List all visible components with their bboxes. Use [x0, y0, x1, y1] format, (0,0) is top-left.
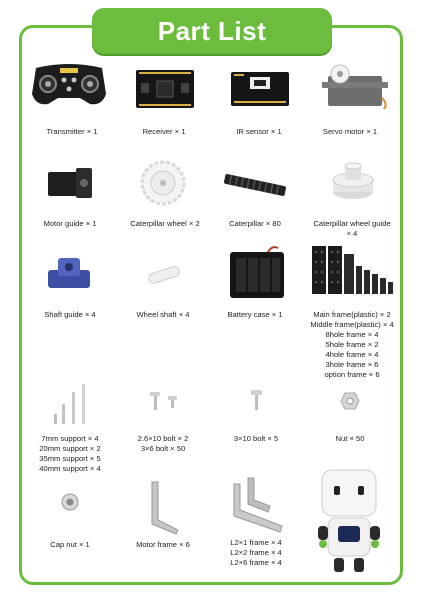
- bolts-small-image: [146, 390, 186, 414]
- caption-wheel-shaft: Wheel shaft × 4: [136, 310, 190, 319]
- caterpillar-wheel-guide-image: [331, 160, 375, 202]
- caption-motor-guide: Motor guide × 1: [43, 219, 97, 228]
- servo-motor-image: [318, 62, 388, 110]
- motor-guide-image: [46, 166, 94, 200]
- battery-case-image: [228, 246, 286, 300]
- bolt-image: [247, 388, 267, 412]
- caption-caterpillar-wheel: Caterpillar wheel × 2: [130, 219, 200, 228]
- caption-frames: Main frame(plastic) × 2 Middle frame(plastic) × 4 8hole frame × 4 5hole frame × 2 4hole frame × 4 3hole frame × 6 option frame × 6: [310, 310, 394, 379]
- l-frames-image: [230, 476, 286, 536]
- nut-image: [340, 392, 360, 410]
- caterpillar-wheel-image: [136, 160, 190, 206]
- ir-sensor-image: [230, 71, 290, 107]
- caption-bolts-small: 2.6×10 bolt × 2 3×6 bolt × 50: [137, 434, 189, 453]
- receiver-image: [135, 69, 195, 109]
- title-banner: [92, 8, 332, 54]
- transmitter-image: [30, 62, 108, 108]
- caption-motor-frame: Motor frame × 6: [136, 540, 190, 549]
- supports-image: [48, 380, 92, 426]
- frames-image: [310, 244, 394, 296]
- caption-battery-case: Battery case × 1: [227, 310, 283, 319]
- wheel-shaft-image: [144, 264, 184, 286]
- shaft-guide-image: [46, 254, 92, 292]
- caption-l-frames: L2×1 frame × 4 L2×2 frame × 4 L2×6 frame × 4: [230, 538, 282, 567]
- caption-supports: 7mm support × 4 20mm support × 2 35mm support × 5 40mm support × 4: [39, 434, 101, 473]
- caterpillar-image: [222, 172, 288, 198]
- page-title: Part List: [157, 15, 267, 46]
- caption-bolt-3x10: 3×10 bolt × 5: [233, 434, 279, 443]
- caption-transmitter: Transmitter × 1: [46, 127, 98, 136]
- cap-nut-image: [60, 492, 80, 512]
- robot-mascot-image: [314, 468, 384, 574]
- caption-caterpillar: Caterpillar × 80: [229, 219, 281, 228]
- caption-servo-motor: Servo motor × 1: [322, 127, 378, 136]
- caption-caterpillar-wheel-guide: Caterpillar wheel guide × 4: [313, 219, 391, 238]
- caption-nut: Nut × 50: [335, 434, 365, 443]
- caption-cap-nut: Cap nut × 1: [50, 540, 90, 549]
- caption-receiver: Receiver × 1: [142, 127, 186, 136]
- caption-shaft-guide: Shaft guide × 4: [44, 310, 96, 319]
- caption-ir-sensor: IR sensor × 1: [236, 127, 282, 136]
- motor-frame-image: [146, 480, 180, 536]
